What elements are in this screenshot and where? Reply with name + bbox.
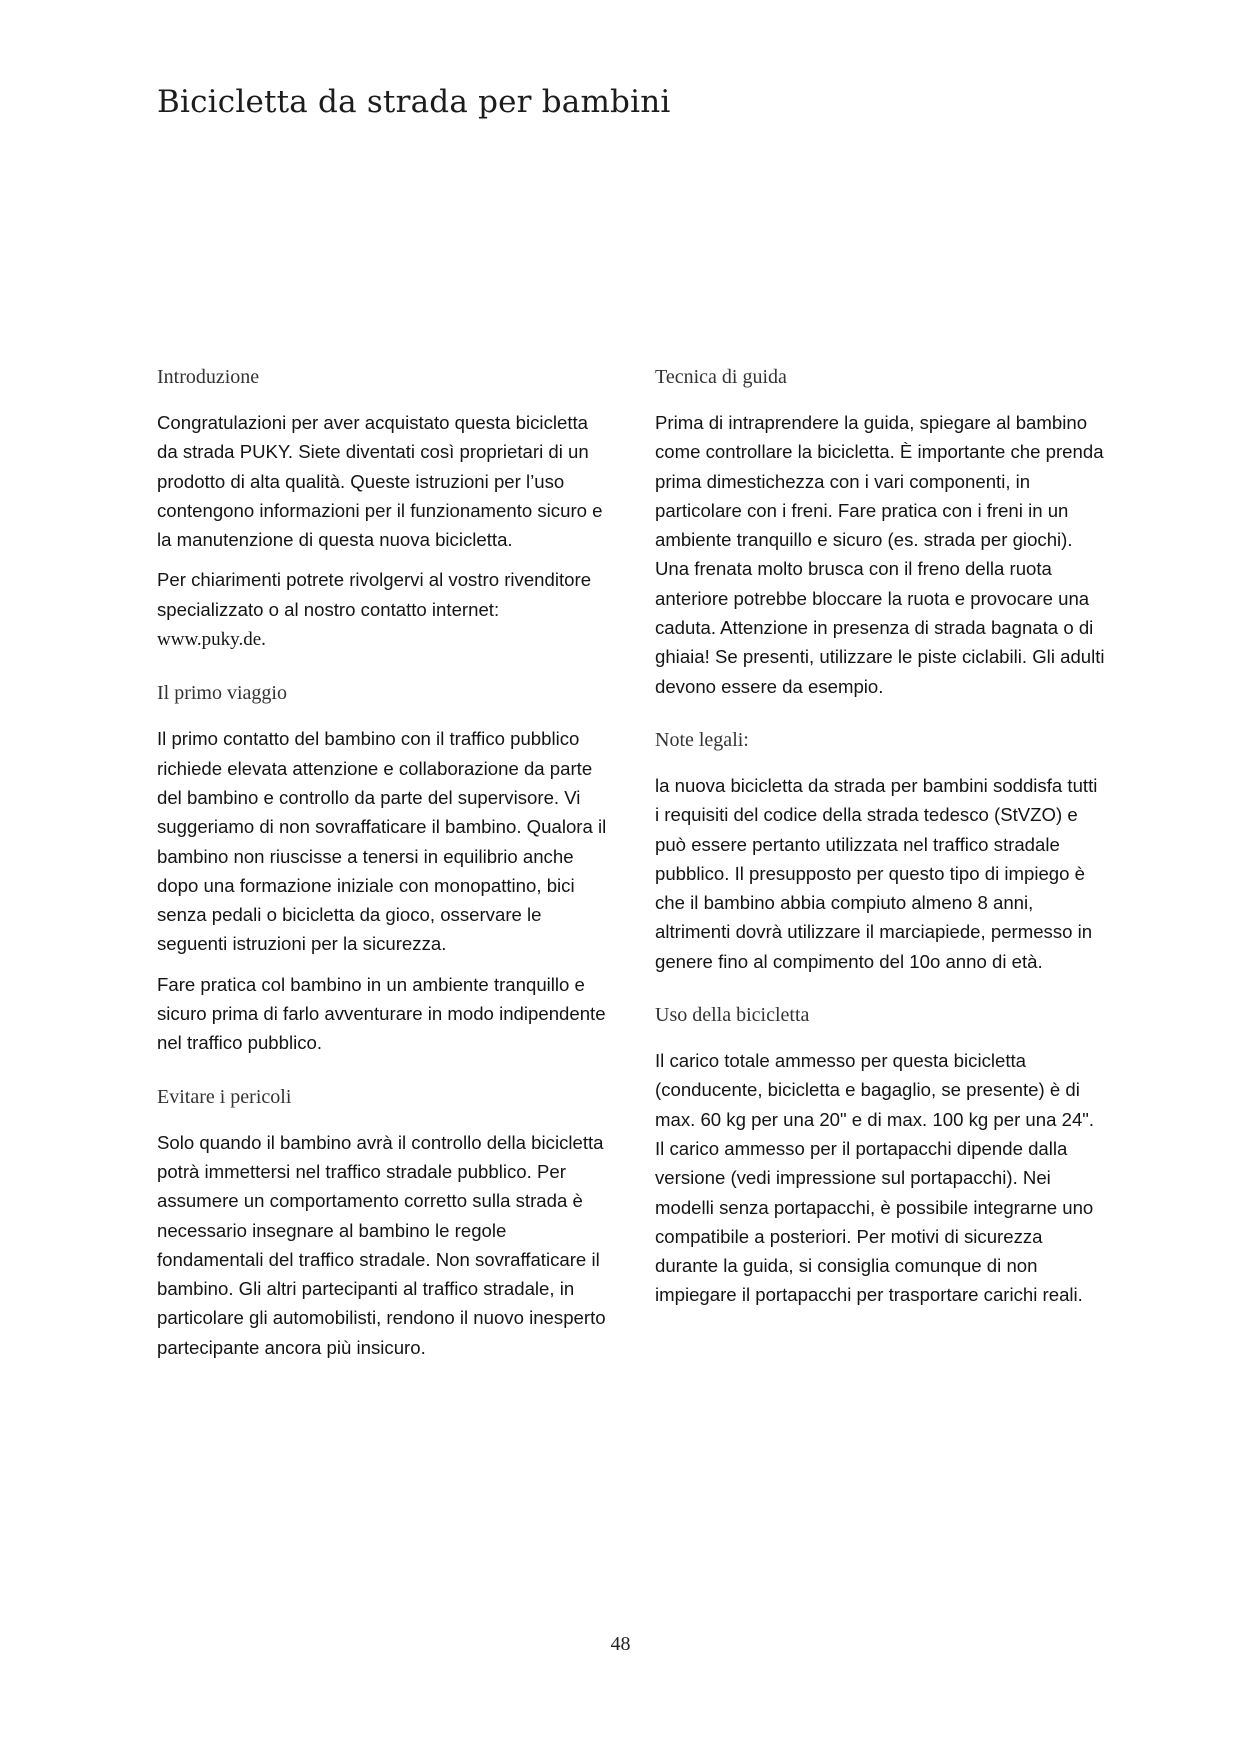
paragraph: Il carico totale ammesso per questa bicicletta (conducente, bicicletta e bagaglio, se presente) è di max. 60 kg per una 20" e di max. 100 kg per una 24". Il carico ammesso per il portapacchi dipende dalla versione (vedi impressione sul portapacchi). Nei modelli senza portapacchi, è possibile integrarne uno compatibile a posteriori. Per motivi di sicurezza durante la guida, si consiglia comunque di non impiegare il portapacchi per trasportare carichi reali.	[655, 1050, 1095, 1306]
paragraph: Prima di intraprendere la guida, spiegare al bambino come controllare la bicicletta. È importante che prenda prima dimestichezza con i vari componenti, in particolare con i freni. Fare pratica con i freni in un ambiente tranquillo e sicuro (es. strada per giochi). Una frenata molto brusca con il freno della ruota anteriore potrebbe bloccare la ruota e provocare una caduta. Attenzione in presenza di strada bagnata o di ghiaia! Se presenti, utilizzare le piste ciclabili. Gli adulti devono essere da esempio.	[655, 412, 1105, 697]
paragraph: Congratulazioni per aver acquistato questa bicicletta da strada PUKY. Siete diventati così proprietari di un prodotto di alta qualità. Queste istruzioni per l’uso contengono informazioni per il funzionamento sicuro e la manutenzione di questa nuova bicicletta.	[157, 412, 603, 551]
section-heading-legal-notes: Note legali:	[655, 728, 749, 751]
section-first-trip	[157, 680, 607, 1057]
section-introduction	[157, 364, 607, 654]
section-legal-notes	[655, 727, 1105, 976]
paragraph: Il primo contatto del bambino con il traffico pubblico richiede elevata attenzione e collaborazione da parte del bambino e controllo da parte del supervisore. Vi suggeriamo di non sovraffaticare il bambino. Qualora il bambino non riuscisse a tenersi in equilibrio anche dopo una formazione iniziale con monopattino, bici senza pedali o bicicletta da gioco, osservare le seguenti istruzioni per la sicurezza.	[157, 728, 607, 955]
right-column	[655, 364, 1105, 1336]
paragraph: Fare pratica col bambino in un ambiente tranquillo e sicuro prima di farlo avventurare in modo indipendente nel traffico pubblico.	[157, 973, 606, 1054]
contact-paragraph	[157, 565, 607, 654]
paragraph: Solo quando il bambino avrà il controllo della bicicletta potrà immettersi nel traffico stradale pubblico. Per assumere un comportamento corretto sulla strada è necessario insegnare al bambino le regole fondamentali del traffico stradale. Non sovraffaticare il bambino. Gli altri partecipanti al traffico stradale, in particolare gli automobilisti, rendono il nuovo inesperto partecipante ancora più insicuro.	[157, 1131, 606, 1358]
section-heading-introduction: Introduzione	[157, 366, 260, 388]
page-title: Bicicletta da strada per bambini	[157, 84, 671, 120]
section-bicycle-use	[655, 1002, 1105, 1310]
website-link[interactable]: www.puky.de.	[157, 629, 266, 651]
paragraph: la nuova bicicletta da strada per bambini soddisfa tutti i requisiti del codice della strada tedesco (StVZO) e può essere pertanto utilizzata nel traffico stradale pubblico. Il presupposto per questo tipo di impiego è che il bambino abbia compiuto almeno 8 anni, altrimenti dovrà utilizzare il marciapiede, permesso in genere fino al compimento del 10o anno di età.	[655, 774, 1098, 972]
contact-text: Per chiarimenti potrete rivolgervi al vostro rivenditore specializzato o al nostro contatto internet:	[157, 569, 592, 620]
section-heading-bicycle-use: Uso della bicicletta	[655, 1004, 810, 1027]
left-column	[157, 364, 607, 1388]
section-heading-riding-technique: Tecnica di guida	[655, 366, 787, 388]
section-heading-first-trip: Il primo viaggio	[157, 682, 287, 705]
section-heading-avoid-dangers: Evitare i pericoli	[157, 1085, 292, 1108]
page-number: 48	[610, 1633, 631, 1655]
section-avoid-dangers	[157, 1084, 607, 1362]
section-riding-technique	[655, 364, 1105, 701]
